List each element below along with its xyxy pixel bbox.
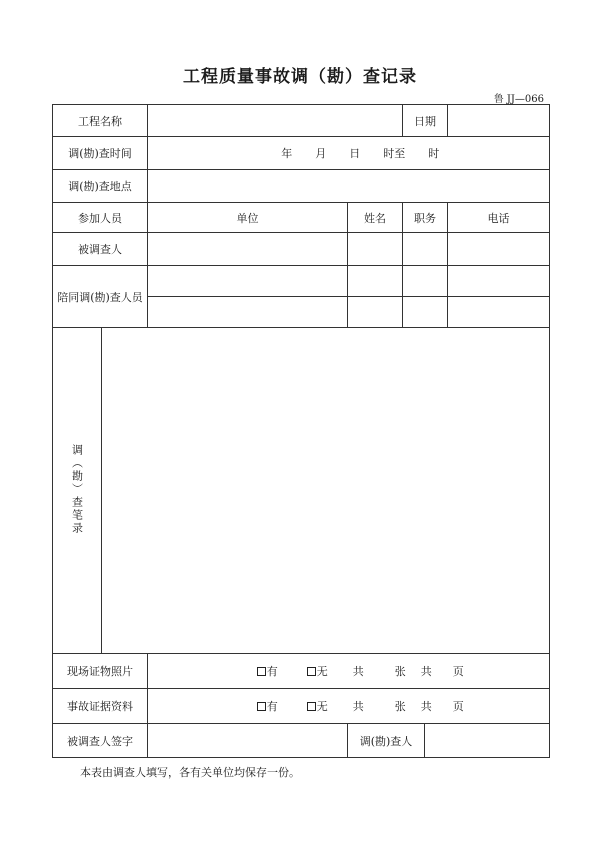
investigated-phone-field[interactable] (448, 233, 550, 266)
evidence-pages: 页 (452, 700, 464, 713)
project-name-label: 工程名称 (53, 105, 148, 137)
time-month: 月 (315, 147, 327, 160)
signature-row (53, 724, 550, 758)
accompanying-row (53, 266, 550, 297)
accompanying-position-field[interactable] (403, 266, 448, 297)
participants-header-row (53, 203, 550, 233)
accompanying-name-field[interactable] (348, 297, 403, 328)
photos-total: 共 (352, 665, 364, 678)
checkbox-icon (307, 667, 316, 676)
investigation-notes-row (53, 328, 550, 654)
investigator-field[interactable] (425, 724, 550, 758)
form-code: 鲁 JJ—066 (493, 94, 544, 105)
investigation-record-table (52, 104, 550, 758)
photos-yes-option[interactable]: 有 (257, 663, 278, 679)
column-position-header: 职务 (403, 203, 448, 233)
investigation-time-row (53, 137, 550, 170)
evidence-no-option[interactable]: 无 (307, 698, 328, 714)
investigator-label: 调(勘)查人 (348, 724, 425, 758)
photos-total-pages: 共 (420, 665, 432, 678)
evidence-label: 事故证据资料 (53, 689, 148, 724)
photos-no-option[interactable]: 无 (307, 663, 328, 679)
project-name-field[interactable] (148, 105, 403, 137)
investigated-name-field[interactable] (348, 233, 403, 266)
photos-pages: 页 (452, 665, 464, 678)
site-photos-label: 现场证物照片 (53, 654, 148, 689)
investigated-position-field[interactable] (403, 233, 448, 266)
time-to: 时 (428, 147, 440, 160)
investigated-signature-field[interactable] (148, 724, 348, 758)
photos-sheets: 张 (394, 665, 406, 678)
accompanying-investigators-label: 陪同调(勘)查人员 (53, 266, 148, 328)
investigation-place-field[interactable] (148, 170, 550, 203)
accompanying-unit-field[interactable] (148, 297, 348, 328)
investigation-notes-label: 调（勘）查笔录 (70, 443, 84, 535)
evidence-field (148, 689, 550, 724)
accompanying-position-field[interactable] (403, 297, 448, 328)
investigation-notes-area[interactable] (102, 328, 550, 654)
column-unit-header: 单位 (148, 203, 348, 233)
evidence-yes-option[interactable]: 有 (257, 698, 278, 714)
investigation-time-label: 调(勘)查时间 (53, 137, 148, 170)
site-photos-field (148, 654, 550, 689)
evidence-sheets: 张 (394, 700, 406, 713)
evidence-total-pages: 共 (420, 700, 432, 713)
time-from: 时至 (383, 147, 406, 160)
participants-label: 参加人员 (53, 203, 148, 233)
investigation-place-row (53, 170, 550, 203)
column-phone-header: 电话 (448, 203, 550, 233)
investigation-notes-label-cell (53, 328, 102, 654)
form-title: 工程质量事故调（勘）查记录 (183, 67, 417, 87)
column-name-header: 姓名 (348, 203, 403, 233)
project-name-row (53, 105, 550, 137)
footnote: 本表由调查人填写，各有关单位均保存一份。 (80, 766, 300, 779)
checkbox-icon (257, 667, 266, 676)
site-photos-row (53, 654, 550, 689)
evidence-total: 共 (352, 700, 364, 713)
investigated-person-label: 被调查人 (53, 233, 148, 266)
checkbox-icon (307, 702, 316, 711)
accompanying-unit-field[interactable] (148, 266, 348, 297)
time-day: 日 (349, 147, 361, 160)
time-year: 年 (281, 147, 293, 160)
investigated-person-row (53, 233, 550, 266)
investigation-time-field[interactable] (148, 137, 550, 170)
accompanying-phone-field[interactable] (448, 297, 550, 328)
investigation-place-label: 调(勘)查地点 (53, 170, 148, 203)
date-label: 日期 (403, 105, 448, 137)
evidence-row (53, 689, 550, 724)
accompanying-name-field[interactable] (348, 266, 403, 297)
date-field[interactable] (448, 105, 550, 137)
investigated-unit-field[interactable] (148, 233, 348, 266)
checkbox-icon (257, 702, 266, 711)
investigated-signature-label: 被调查人签字 (53, 724, 148, 758)
accompanying-phone-field[interactable] (448, 266, 550, 297)
